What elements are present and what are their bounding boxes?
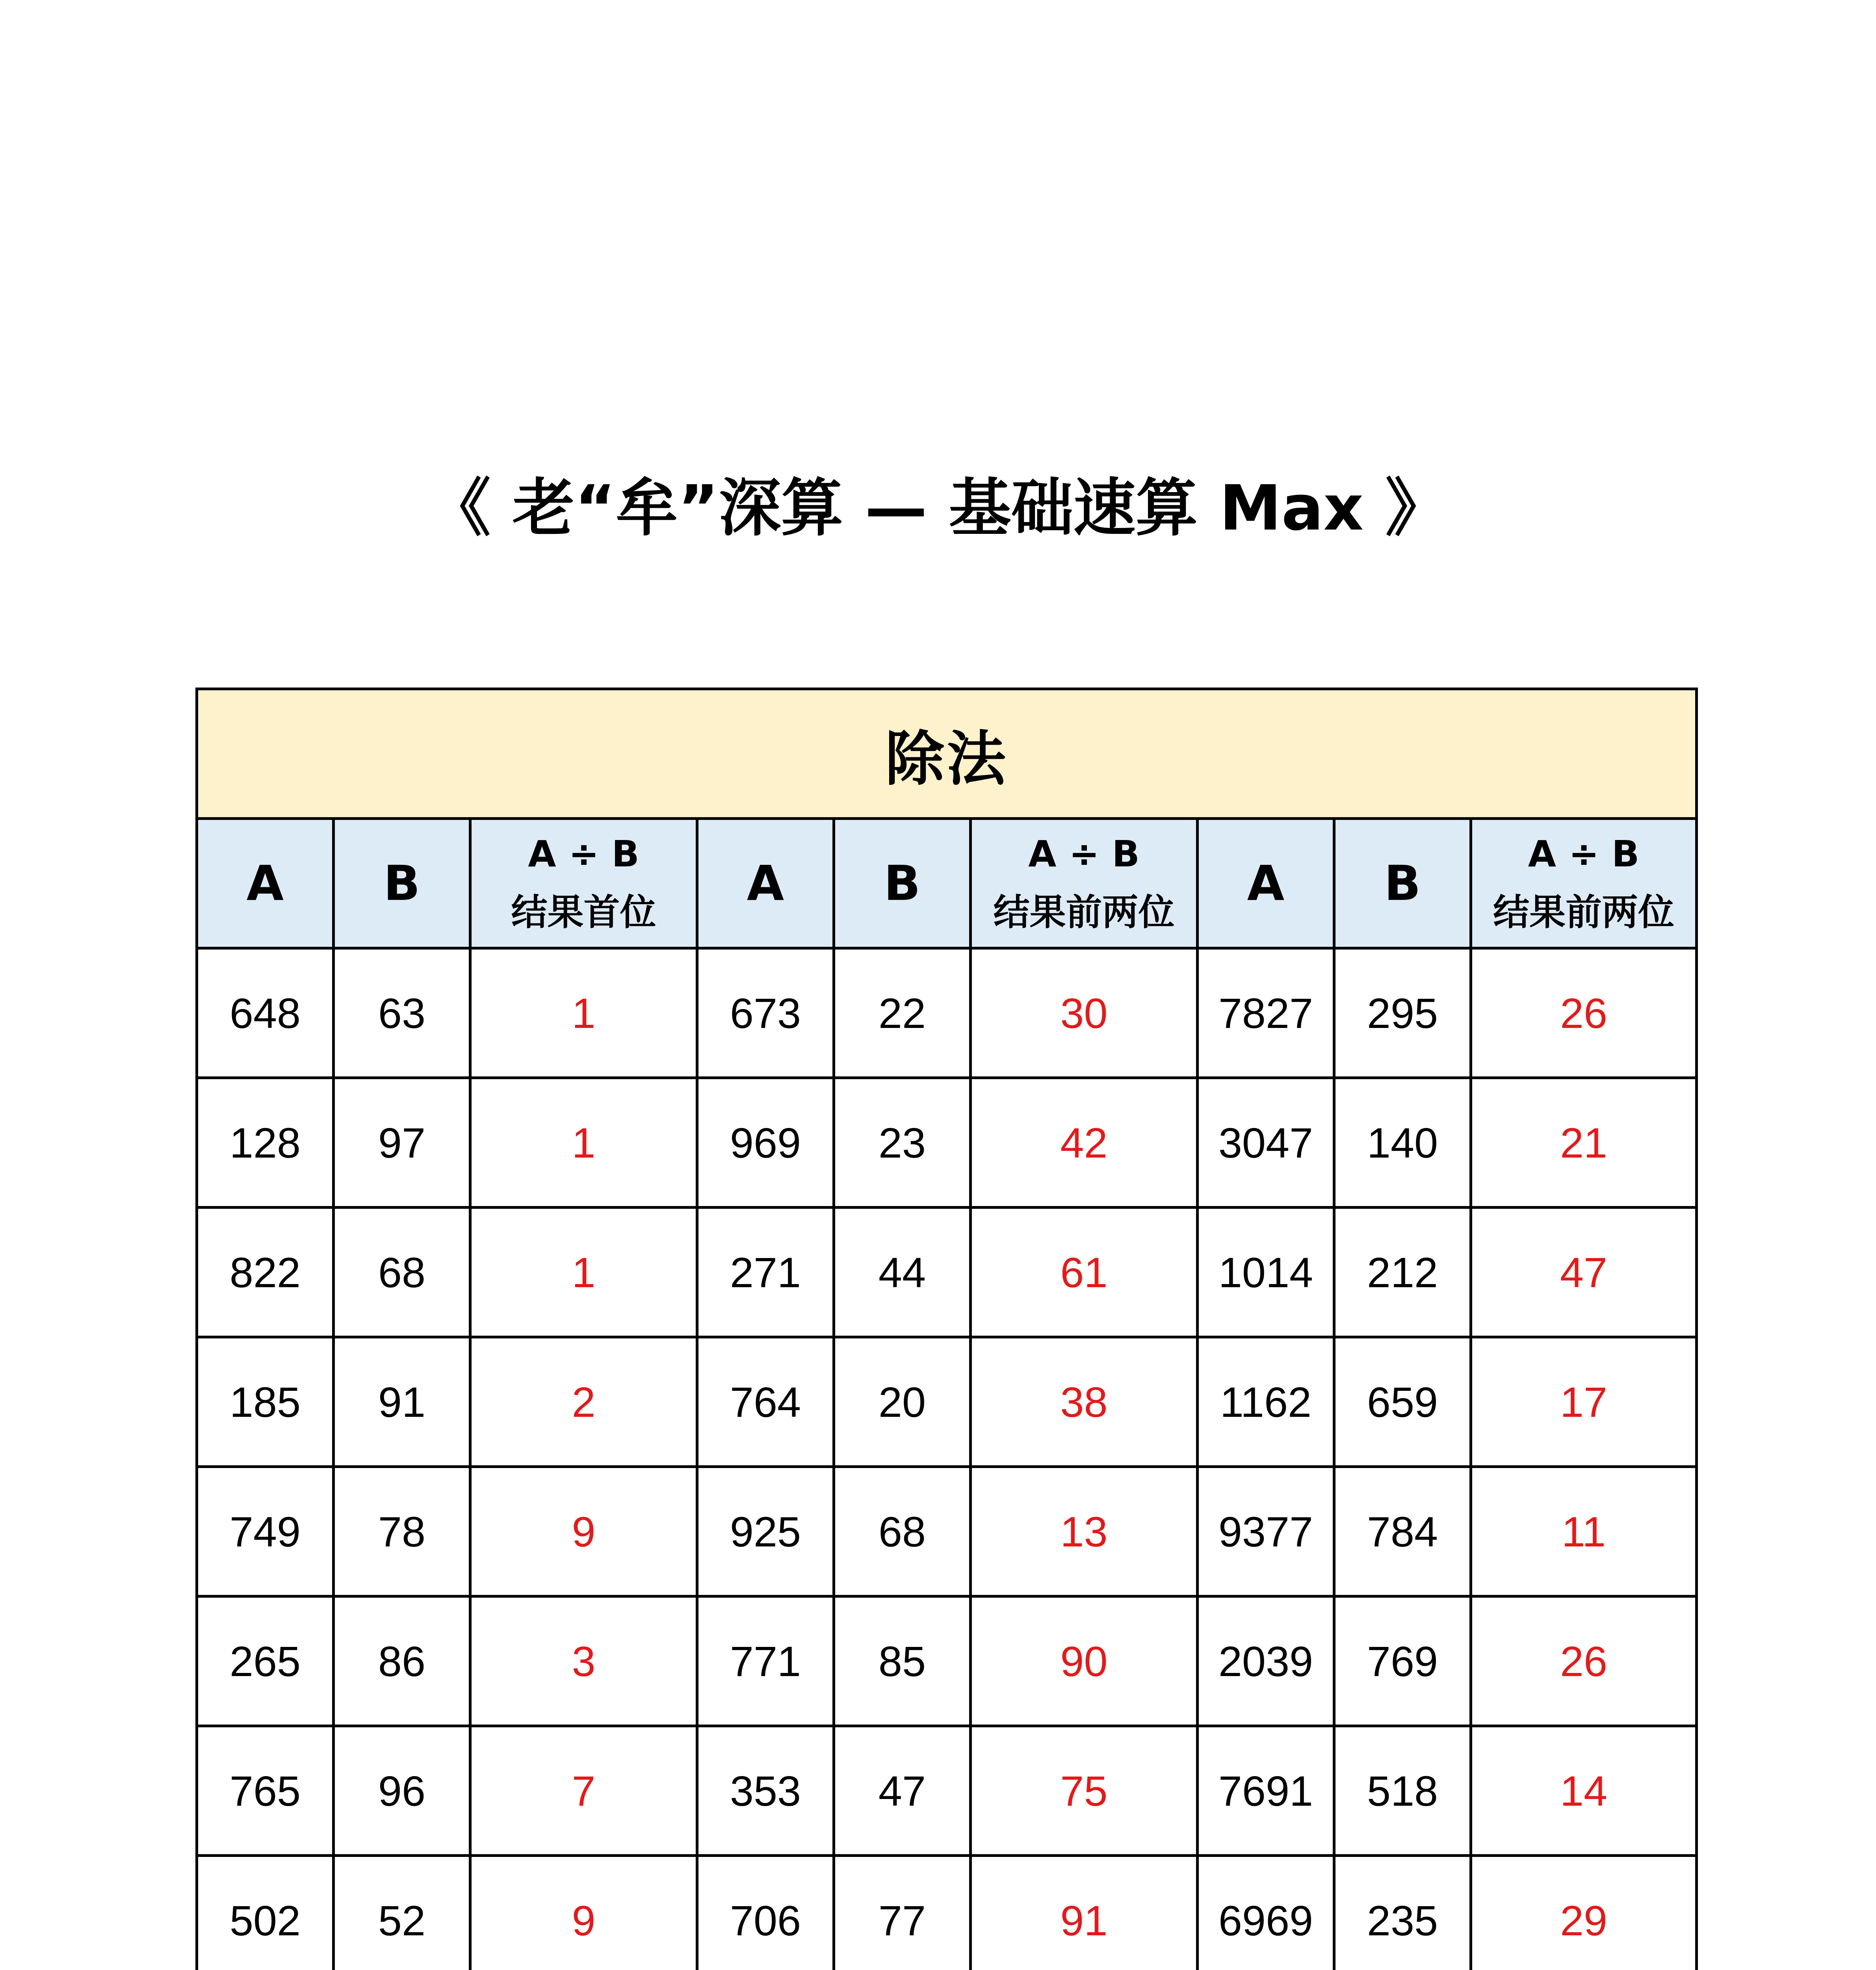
section-title: 除法 bbox=[197, 689, 1697, 819]
col-header-result-label-1: 结果首位 bbox=[511, 891, 656, 933]
table-row bbox=[197, 1467, 1697, 1596]
page-title: 《 老“牟”深算 — 基础速算 Max 》 bbox=[428, 472, 1448, 545]
cell-result-3: 26 bbox=[1471, 948, 1697, 1078]
cell-result-1: 9 bbox=[470, 1856, 697, 1970]
cell-b2: 47 bbox=[834, 1726, 971, 1856]
col-header-result-3 bbox=[1471, 819, 1697, 948]
col-header-b-2: B bbox=[834, 819, 971, 948]
cell-b1: 96 bbox=[334, 1726, 470, 1856]
cell-result-3: 21 bbox=[1471, 1078, 1697, 1208]
division-table bbox=[195, 688, 1698, 1970]
cell-result-3: 11 bbox=[1471, 1467, 1697, 1596]
cell-result-2: 61 bbox=[971, 1208, 1198, 1337]
cell-b2: 85 bbox=[834, 1596, 971, 1726]
cell-b2: 23 bbox=[834, 1078, 971, 1208]
cell-result-3: 26 bbox=[1471, 1596, 1697, 1726]
cell-result-1: 3 bbox=[470, 1596, 697, 1726]
cell-b3: 140 bbox=[1334, 1078, 1471, 1208]
col-header-result-1 bbox=[470, 819, 697, 948]
cell-b1: 86 bbox=[334, 1596, 470, 1726]
col-header-b-3: B bbox=[1334, 819, 1471, 948]
col-header-op-3: A ÷ B bbox=[1528, 833, 1640, 875]
table-row bbox=[197, 1726, 1697, 1856]
cell-a1: 749 bbox=[197, 1467, 334, 1596]
col-header-a-2: A bbox=[697, 819, 834, 948]
cell-a2: 771 bbox=[697, 1596, 834, 1726]
cell-a3: 9377 bbox=[1198, 1467, 1334, 1596]
cell-a2: 925 bbox=[697, 1467, 834, 1596]
cell-result-2: 90 bbox=[971, 1596, 1198, 1726]
cell-result-1: 9 bbox=[470, 1467, 697, 1596]
col-header-result-label-3: 结果前两位 bbox=[1493, 891, 1675, 933]
cell-result-2: 30 bbox=[971, 948, 1198, 1078]
cell-a1: 765 bbox=[197, 1726, 334, 1856]
cell-b2: 20 bbox=[834, 1337, 971, 1467]
table-row bbox=[197, 1337, 1697, 1467]
cell-a3: 7827 bbox=[1198, 948, 1334, 1078]
table-row bbox=[197, 948, 1697, 1078]
cell-a1: 822 bbox=[197, 1208, 334, 1337]
cell-result-3: 29 bbox=[1471, 1856, 1697, 1970]
cell-b3: 784 bbox=[1334, 1467, 1471, 1596]
cell-b3: 295 bbox=[1334, 948, 1471, 1078]
cell-result-3: 14 bbox=[1471, 1726, 1697, 1856]
cell-b2: 44 bbox=[834, 1208, 971, 1337]
cell-a3: 1014 bbox=[1198, 1208, 1334, 1337]
col-header-op-1: A ÷ B bbox=[528, 833, 639, 875]
cell-b1: 52 bbox=[334, 1856, 470, 1970]
col-header-result-label-2: 结果前两位 bbox=[993, 891, 1175, 933]
cell-result-1: 1 bbox=[470, 948, 697, 1078]
table-row bbox=[197, 1856, 1697, 1970]
cell-b1: 91 bbox=[334, 1337, 470, 1467]
cell-b3: 769 bbox=[1334, 1596, 1471, 1726]
cell-a1: 185 bbox=[197, 1337, 334, 1467]
cell-result-2: 42 bbox=[971, 1078, 1198, 1208]
cell-b1: 97 bbox=[334, 1078, 470, 1208]
col-header-a-3: A bbox=[1198, 819, 1334, 948]
col-header-b-1: B bbox=[334, 819, 470, 948]
cell-a3: 1162 bbox=[1198, 1337, 1334, 1467]
cell-b3: 518 bbox=[1334, 1726, 1471, 1856]
cell-a1: 648 bbox=[197, 948, 334, 1078]
cell-b1: 68 bbox=[334, 1208, 470, 1337]
table-row bbox=[197, 1078, 1697, 1208]
cell-b2: 68 bbox=[834, 1467, 971, 1596]
cell-b1: 63 bbox=[334, 948, 470, 1078]
cell-result-2: 13 bbox=[971, 1467, 1198, 1596]
col-header-op-2: A ÷ B bbox=[1028, 833, 1140, 875]
cell-a2: 969 bbox=[697, 1078, 834, 1208]
col-header-a-1: A bbox=[197, 819, 334, 948]
table-row bbox=[197, 1208, 1697, 1337]
cell-a2: 271 bbox=[697, 1208, 834, 1337]
cell-a2: 353 bbox=[697, 1726, 834, 1856]
cell-result-2: 91 bbox=[971, 1856, 1198, 1970]
cell-b2: 77 bbox=[834, 1856, 971, 1970]
cell-a2: 673 bbox=[697, 948, 834, 1078]
cell-a1: 265 bbox=[197, 1596, 334, 1726]
cell-b3: 659 bbox=[1334, 1337, 1471, 1467]
cell-result-2: 38 bbox=[971, 1337, 1198, 1467]
column-header-row bbox=[197, 819, 1697, 948]
cell-b1: 78 bbox=[334, 1467, 470, 1596]
cell-result-1: 7 bbox=[470, 1726, 697, 1856]
cell-result-2: 75 bbox=[971, 1726, 1198, 1856]
col-header-result-2 bbox=[971, 819, 1198, 948]
cell-a3: 2039 bbox=[1198, 1596, 1334, 1726]
cell-result-3: 47 bbox=[1471, 1208, 1697, 1337]
table-row bbox=[197, 1596, 1697, 1726]
cell-b3: 212 bbox=[1334, 1208, 1471, 1337]
cell-a1: 502 bbox=[197, 1856, 334, 1970]
cell-b2: 22 bbox=[834, 948, 971, 1078]
cell-result-1: 1 bbox=[470, 1208, 697, 1337]
cell-b3: 235 bbox=[1334, 1856, 1471, 1970]
cell-a2: 764 bbox=[697, 1337, 834, 1467]
cell-a3: 7691 bbox=[1198, 1726, 1334, 1856]
cell-result-1: 1 bbox=[470, 1078, 697, 1208]
cell-result-3: 17 bbox=[1471, 1337, 1697, 1467]
cell-a2: 706 bbox=[697, 1856, 834, 1970]
cell-a3: 6969 bbox=[1198, 1856, 1334, 1970]
cell-a1: 128 bbox=[197, 1078, 334, 1208]
cell-a3: 3047 bbox=[1198, 1078, 1334, 1208]
cell-result-1: 2 bbox=[470, 1337, 697, 1467]
